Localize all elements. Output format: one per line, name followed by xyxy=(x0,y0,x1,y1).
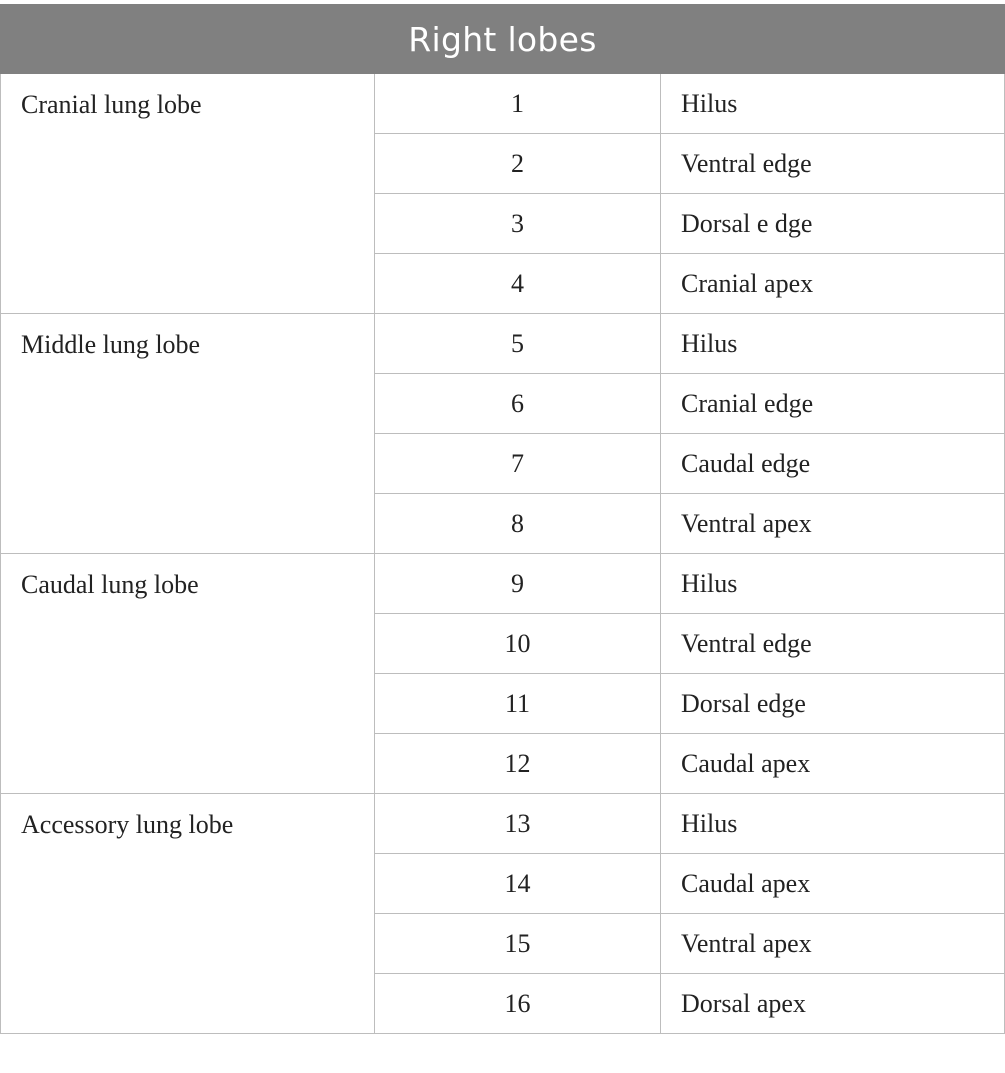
site-number-cell: 15 xyxy=(375,914,661,974)
site-number-cell: 1 xyxy=(375,74,661,134)
table-row xyxy=(1,314,1005,374)
site-name-cell: Ventral edge xyxy=(661,134,1005,194)
site-name-cell: Dorsal edge xyxy=(661,674,1005,734)
site-number-cell: 4 xyxy=(375,254,661,314)
table-header-row xyxy=(1,5,1005,74)
site-number-cell: 8 xyxy=(375,494,661,554)
site-name-cell: Caudal apex xyxy=(661,854,1005,914)
site-name-cell: Ventral apex xyxy=(661,914,1005,974)
table-row xyxy=(1,74,1005,134)
table-title: Right lobes xyxy=(1,5,1005,74)
lobe-name-cell: Accessory lung lobe xyxy=(1,794,375,1034)
site-name-cell: Hilus xyxy=(661,794,1005,854)
site-number-cell: 11 xyxy=(375,674,661,734)
site-name-cell: Dorsal e dge xyxy=(661,194,1005,254)
site-number-cell: 9 xyxy=(375,554,661,614)
site-number-cell: 2 xyxy=(375,134,661,194)
site-name-cell: Ventral apex xyxy=(661,494,1005,554)
site-name-cell: Caudal edge xyxy=(661,434,1005,494)
site-name-cell: Hilus xyxy=(661,74,1005,134)
site-number-cell: 16 xyxy=(375,974,661,1034)
lung-sites-table-container xyxy=(0,4,1004,1034)
site-name-cell: Cranial edge xyxy=(661,374,1005,434)
site-number-cell: 12 xyxy=(375,734,661,794)
lobe-name-cell: Caudal lung lobe xyxy=(1,554,375,794)
site-name-cell: Ventral edge xyxy=(661,614,1005,674)
site-name-cell: Dorsal apex xyxy=(661,974,1005,1034)
table-row xyxy=(1,794,1005,854)
site-number-cell: 6 xyxy=(375,374,661,434)
site-name-cell: Hilus xyxy=(661,554,1005,614)
site-number-cell: 10 xyxy=(375,614,661,674)
lobe-name-cell: Cranial lung lobe xyxy=(1,74,375,314)
lung-sites-table xyxy=(0,4,1005,1034)
site-name-cell: Hilus xyxy=(661,314,1005,374)
site-name-cell: Caudal apex xyxy=(661,734,1005,794)
site-number-cell: 13 xyxy=(375,794,661,854)
site-number-cell: 5 xyxy=(375,314,661,374)
table-row xyxy=(1,554,1005,614)
site-number-cell: 14 xyxy=(375,854,661,914)
site-number-cell: 3 xyxy=(375,194,661,254)
lobe-name-cell: Middle lung lobe xyxy=(1,314,375,554)
site-name-cell: Cranial apex xyxy=(661,254,1005,314)
site-number-cell: 7 xyxy=(375,434,661,494)
